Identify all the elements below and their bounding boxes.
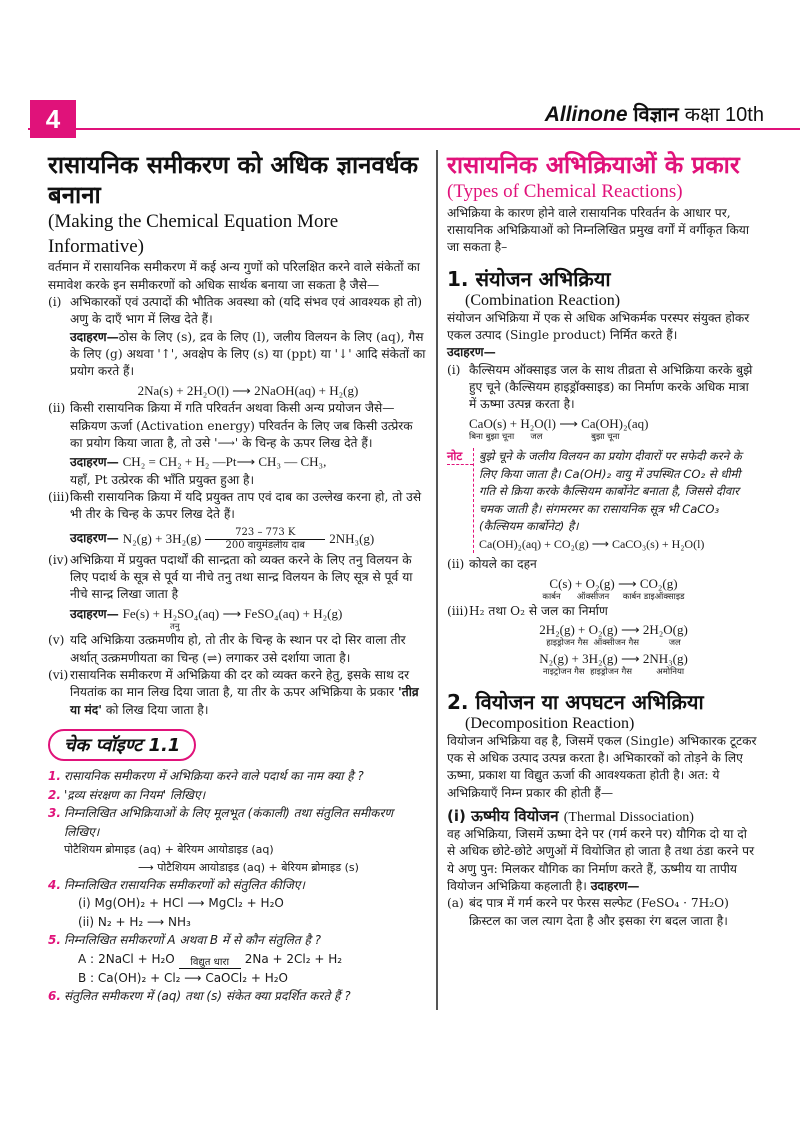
equation-coal: C(s) + O₂(g) ⟶ CO₂(g) bbox=[549, 575, 678, 591]
equation-water: 2H₂(g) + O₂(g) ⟶ 2H₂O(g) bbox=[539, 621, 688, 637]
question-5-b: B : Ca(OH)₂ + Cl₂ ⟶ CaOCl₂ + H₂O bbox=[78, 970, 288, 985]
brand-logo: Allinone bbox=[544, 103, 628, 126]
question-2: 2. 'द्रव्य संरक्षण का नियम' लिखिए। bbox=[48, 787, 206, 802]
point-iii: (iii) किसी रासायनिक क्रिया में यदि प्रयुक्त ताप एवं दाब का उल्लेख करना हो, तो उसे भी तीर के चिन्ह के ऊपर लिख देते हैं। उदाहरण— N₂(g) + 3H₂(g) 723 – 773 K 200 वायुमंडलीय दाब 2NH₃(g) bbox=[48, 489, 426, 552]
right-column: रासायनिक अभिक्रियाओं के प्रकार (Types of Chemical Reactions) अभिक्रिया के कारण होने वाले रासायनिक परिवर्तन के आधार पर, रासायनिक अभिक्रियाओं को निम्नलिखित प्रमुख वर्गों में वर्गीकृत किया जा सकता है– 1. संयोजन अभिक्रिया (Combination Reaction) संयोजन अभिक्रिया में एक से अधिक अभिकर्मक परस्पर संयुक्त होकर एकल उत्पाद (Single product) निर्मित करते हैं। उदाहरण— (i) कैल्सियम ऑक्साइड जल के साथ तीव्रता से अभिक्रिया करके बुझे हुए चूने (कैल्सियम हाइड्रॉक्साइड) का निर्माण करके अधिक मात्रा में ऊष्मा उत्पन्न करता है। CaO(s) + H₂O(l) ⟶ Ca(OH)₂(aq) बिना बुझा चूना जल बुझा चूना नोट बुझे चूने के जलीय विलयन का प्रयोग दीवारों पर सफेदी करने के लिए किया जाता है। Ca(OH)₂ वायु में उपस्थित CO₂ से धीमी गति से क्रिया करके कैल्सियम कार्बोनेट बनाता है, जिससे दीवार चमक जाती है। संगमरमर का रासायनिक सूत्र भी CaCO₃ (कैल्सियम कार्बोनेट) है। Ca(OH)₂(aq) + CO₂(g) ⟶ CaCO₃(s) + H₂O(l) (ii) कोयले का दहन C(s) + O₂(g) ⟶ CO₂(g) कार्बन ऑक्सीजन कार्बन डाइऑक्साइड (iii) H₂ तथा O₂ से जल का निर्माण 2H₂(g) + O₂(g) ⟶ 2H₂O(g) हाइड्रोजन गैस ऑक्सीजन गैस जल N₂(g) + 3H₂(g) ⟶ 2NH₃(g) नाइट्रोजन गैस हाइड्रोजन गैस अमोनिया 2. वियोजन या अपघटन अभिक्रिया (Decomposition Reaction) वियोजन अभिक्रिया वह है, जिसमें एकल (Single) अभिकारक टूटकर एक से अधिक उत्पाद उत्पन्न करता है। अभिकारकों को तोड़ने के लिए ऊष्मा, प्रकाश या विद्युत ऊर्जा की आवश्यकता होती है। अत: ये अभिक्रियाएँ निम्न प्रकार की होती हैं— (i) ऊष्मीय वियोजन (Thermal Dissociation) वह अभिक्रिया, जिसमें ऊष्मा देने पर (गर्म करने पर) यौगिक दो या दो से अधिक छोटे-छोटे अणुओं में वियोजित हो जाता है तथा ठंडा करने पर ये अणु पुन: मिलकर यौगिक का निर्माण करते हैं, ऊष्मीय या तापीय वियोजन अभिक्रिया कहलाती है। उदाहरण— (a) बंद पात्र में गर्म करने पर फेरस सल्फेट (FeSO₄ · 7H₂O) क्रिस्टल का जल त्याग देता है और इसका रंग बदल जाता है। bbox=[447, 150, 758, 930]
point-iv-text: अभिक्रिया में प्रयुक्त पदार्थों की सान्द्रता को व्यक्त करने के लिए तनु विलयन के लिए पदार्थ के सूत्र से पूर्व या नीचे तनु तथा सान्द्र विलयन के लिए सूत्र से पूर्व या नीचे सान्द्र लिखा जाता है bbox=[70, 552, 413, 602]
example-label: उदाहरण— bbox=[70, 329, 119, 344]
note-tag: नोट bbox=[447, 448, 473, 465]
point-ii-text: किसी रासायनिक क्रिया में गति परिवर्तन अथवा किसी अन्य प्रयोजन जैसे—सक्रियण ऊर्जा (Activation energy) परिवर्तन के लिए जब किसी उत्प्रेरक का प्रयोग किया जाता है, तो उसे '⟶' के चिन्ह के ऊपर लिख देते हैं। bbox=[70, 401, 413, 450]
point-vi: (vi) रासायनिक समीकरण में अभिक्रिया की दर को व्यक्त करने हेतु, इसके साथ दर नियतांक का मान लिख दिया जाता है, या तीर के ऊपर अभिक्रिया के प्रकार 'तीव्र या मंद' को लिख दिया जाता है। bbox=[48, 668, 419, 717]
class-label: कक्षा 10th bbox=[684, 104, 764, 126]
combination-example-iii: (iii) H₂ तथा O₂ से जल का निर्माण 2H₂(g) + O₂(g) ⟶ 2H₂O(g) हाइड्रोजन गैस ऑक्सीजन गैस जल N₂(g) + 3H₂(g) ⟶ 2NH₃(g) नाइट्रोजन गैस हाइड्रोजन गैस अमोनिया bbox=[447, 603, 758, 678]
note-text: बुझे चूने के जलीय विलयन का प्रयोग दीवारों पर सफेदी करने के लिए किया जाता है। Ca(OH)₂ वायु में उपस्थित CO₂ से धीमी गति से क्रिया करके कैल्सियम कार्बोनेट बनाता है, जिससे दीवार चमक जाती है। संगमरमर का रासायनिक सूत्र भी CaCO₃ (कैल्सियम कार्बोनेट) है। bbox=[479, 449, 742, 534]
equation-lime: CaO(s) + H₂O(l) ⟶ Ca(OH)₂(aq) bbox=[469, 415, 649, 431]
thermal-text: वह अभिक्रिया, जिसमें ऊष्मा देने पर (गर्म करने पर) यौगिक दो या दो से अधिक छोटे-छोटे अणुओं में वियोजित हो जाता है तथा ठंडा करने पर ये अणु पुन: मिलकर यौगिक का निर्माण करते हैं, ऊष्मीय या तापीय वियोजन अभिक्रिया कहलाती है। bbox=[447, 826, 755, 893]
header-rule bbox=[28, 128, 800, 130]
left-intro: वर्तमान में रासायनिक समीकरण में कई अन्य गुणों को परिलक्षित करने वाले संकेतों का समावेश करके इन समीकरणों को अधिक सार्थक बनाया जा सकता है जैसे— bbox=[48, 260, 420, 292]
question-6: 6. संतुलित समीकरण में (aq) तथा (s) संकेत क्या प्रदर्शित करते हैं ? bbox=[48, 989, 351, 1004]
checkpoint-questions: 1. रासायनिक समीकरण में अभिक्रिया करने वाले पदार्थ का नाम क्या है ? 2. 'द्रव्य संरक्षण का नियम' लिखिए। 3. निम्नलिखित अभिक्रियाओं के लिए मूलभूत (कंकाली) तथा संतुलित समीकरण लिखिए। पोटैशियम ब्रोमाइड (aq) + बेरियम आयोडाइड (aq) ⟶ पोटैशियम आयोडाइड (aq) + बेरियम ब्रोमाइड (s) 4. निम्नलिखित रासायनिक समीकरणों को संतुलित कीजिए। (i) Mg(OH)₂ + HCl ⟶ MgCl₂ + H₂O (ii) N₂ + H₂ ⟶ NH₃ 5. निम्नलिखित समीकरणों A अथवा B में से कौन संतुलित है ? A : 2NaCl + H₂O विद्युत धारा 2Na + 2Cl₂ + H₂ B : Ca(OH)₂ + Cl₂ ⟶ CaOCl₂ + H₂O 6. संतुलित समीकरण में (aq) तथा (s) संकेत क्या प्रदर्शित करते हैं ? bbox=[48, 767, 426, 1006]
equation-ammonia: N₂(g) + 3H₂(g) ⟶ 2NH₃(g) bbox=[539, 650, 688, 666]
section-2-text: वियोजन अभिक्रिया वह है, जिसमें एकल (Single) अभिकारक टूटकर एक से अधिक उत्पाद उत्पन्न करता है। अभिकारकों को तोड़ने के लिए ऊष्मा, प्रकाश या विद्युत ऊर्जा की आवश्यकता होती है। अत: ये अभिक्रियाएँ निम्न प्रकार की होती हैं— bbox=[447, 733, 757, 800]
note-box bbox=[447, 448, 758, 553]
combination-example-ii: (ii) कोयले का दहन C(s) + O₂(g) ⟶ CO₂(g) कार्बन ऑक्सीजन कार्बन डाइऑक्साइड bbox=[447, 556, 758, 602]
header-brand bbox=[545, 100, 764, 127]
combination-example-i: (i) कैल्सियम ऑक्साइड जल के साथ तीव्रता से अभिक्रिया करके बुझे हुए चूने (कैल्सियम हाइड्रॉक्साइड) का निर्माण करके अधिक मात्रा में ऊष्मा उत्पन्न करता है। CaO(s) + H₂O(l) ⟶ Ca(OH)₂(aq) बिना बुझा चूना जल बुझा चूना bbox=[447, 362, 758, 443]
equation-sodium: 2Na(s) + 2H₂O(l) ⟶ 2NaOH(aq) + H₂(g) bbox=[137, 382, 359, 398]
thermal-example-a: (a) बंद पात्र में गर्म करने पर फेरस सल्फेट (FeSO₄ · 7H₂O) क्रिस्टल का जल त्याग देता है और इसका रंग बदल जाता है। bbox=[447, 896, 729, 928]
section-1-english: (Combination Reaction) bbox=[465, 291, 621, 309]
point-i: (i) अभिकारकों एवं उत्पादों की भौतिक अवस्था को (यदि संभव एवं आवश्यक हो तो) अणु के दाएँ भाग में लिख देते हैं। उदाहरण—ठोस के लिए (s), द्रव के लिए (l), जलीय विलयन के लिए (aq), गैस के लिए (g) अथवा '↑', अवक्षेप के लिए (s) या (ppt) या '↓' आदि संकेतों का प्रयोग करते हैं। 2Na(s) + 2H₂O(l) ⟶ 2NaOH(aq) + H₂(g) bbox=[48, 294, 426, 400]
section-2-english: (Decomposition Reaction) bbox=[465, 714, 635, 732]
point-v: (v) यदि अभिक्रिया उत्क्रमणीय हो, तो तीर के चिन्ह के स्थान पर दो सिर वाला तीर अर्थात् उत्क्रमणीयता का चिन्ह (⇌) लगाकर उसे दर्शाया जाता है। bbox=[48, 632, 426, 667]
question-5: 5. निम्नलिखित समीकरणों A अथवा B में से कौन संतुलित है ? bbox=[48, 933, 322, 948]
right-title-english: (Types of Chemical Reactions) bbox=[447, 181, 683, 202]
right-title-hindi: रासायनिक अभिक्रियाओं के प्रकार bbox=[447, 151, 740, 179]
right-intro: अभिक्रिया के कारण होने वाले रासायनिक परिवर्तन के आधार पर, रासायनिक अभिक्रियाओं को निम्नलिखित प्रमुख वर्गों में वर्गीकृत किया जा सकता है– bbox=[447, 205, 750, 255]
point-i-example: ठोस के लिए (s), द्रव के लिए (l), जलीय विलयन के लिए (aq), गैस के लिए (g) अथवा '↑', अवक्षेप के लिए (s) या (ppt) या '↓' आदि संकेतों का प्रयोग करते हैं। bbox=[70, 329, 426, 379]
section-2-title: 2. वियोजन या अपघटन अभिक्रिया bbox=[447, 689, 704, 714]
question-3: 3. निम्नलिखित अभिक्रियाओं के लिए मूलभूत (कंकाली) तथा संतुलित समीकरण लिखिए। bbox=[48, 806, 394, 839]
subsection-english: (Thermal Dissociation) bbox=[563, 809, 694, 825]
equation-limestone: Ca(OH)₂(aq) + CO₂(g) ⟶ CaCO₃(s) + H₂O(l) bbox=[479, 537, 705, 552]
section-1-text: संयोजन अभिक्रिया में एक से अधिक अभिकर्मक परस्पर संयुक्त होकर एकल उत्पाद (Single product) निर्मित करते हैं। bbox=[447, 310, 750, 342]
subject-label: विज्ञान bbox=[633, 104, 679, 126]
point-v-text: यदि अभिक्रिया उत्क्रमणीय हो, तो तीर के चिन्ह के स्थान पर दो सिर वाला तीर अर्थात् उत्क्रमणीयता का चिन्ह (⇌) लगाकर उसे दर्शाया जाता है। bbox=[70, 633, 406, 665]
question-5-a: A : 2NaCl + H₂O विद्युत धारा 2Na + 2Cl₂ + H₂ bbox=[78, 951, 343, 968]
point-i-text: अभिकारकों एवं उत्पादों की भौतिक अवस्था को (यदि संभव एवं आवश्यक हो तो) अणु के दाएँ भाग में लिख देते हैं। bbox=[70, 295, 422, 327]
question-1: 1. रासायनिक समीकरण में अभिक्रिया करने वाले पदार्थ का नाम क्या है ? bbox=[48, 769, 364, 784]
left-title-english: (Making the Chemical Equation More Informative) bbox=[48, 211, 339, 257]
point-iii-text: किसी रासायनिक क्रिया में यदि प्रयुक्त ताप एवं दाब का उल्लेख करना हो, तो उसे भी तीर के चिन्ह के ऊपर लिख देते हैं। bbox=[70, 489, 422, 522]
checkpoint-title: चेक प्वॉइण्ट 1.1 bbox=[48, 729, 196, 761]
equation-ethene: CH₂ = CH₂ + H₂ —Pt⟶ CH₃ — CH₃, bbox=[122, 454, 327, 470]
section-1-title: 1. संयोजन अभिक्रिया bbox=[447, 266, 611, 291]
conditions-arrow: 723 – 773 K 200 वायुमंडलीय दाब bbox=[205, 527, 325, 552]
point-ii: (ii) किसी रासायनिक क्रिया में गति परिवर्तन अथवा किसी अन्य प्रयोजन जैसे—सक्रियण ऊर्जा (Activation energy) परिवर्तन के लिए जब किसी उत्प्रेरक का प्रयोग किया जाता है, तो उसे '⟶' के चिन्ह के ऊपर लिख देते हैं। उदाहरण— CH₂ = CH₂ + H₂ —Pt⟶ CH₃ — CH₃, यहाँ, Pt उत्प्रेरक की भाँति प्रयुक्त हुआ है। bbox=[48, 400, 426, 489]
left-title-hindi: रासायनिक समीकरण को अधिक ज्ञानवर्धक बनाना bbox=[48, 151, 419, 209]
point-ii-note: यहाँ, Pt उत्प्रेरक की भाँति प्रयुक्त हुआ है। bbox=[70, 472, 255, 487]
page-number: 4 bbox=[30, 100, 76, 138]
subsection-title: (i) ऊष्मीय वियोजन bbox=[447, 806, 559, 825]
point-iv: (iv) अभिक्रिया में प्रयुक्त पदार्थों की सान्द्रता को व्यक्त करने के लिए तनु विलयन के लिए पदार्थ के सूत्र से पूर्व या नीचे तनु तथा सान्द्र विलयन के लिए सूत्र से पूर्व या नीचे सान्द्र लिखा जाता है उदाहरण— Fe(s) + H₂SO₄(aq) ⟶ FeSO₄(aq) + H₂(g) तनु bbox=[48, 552, 426, 633]
column-divider bbox=[436, 150, 438, 1010]
question-4: 4. निम्नलिखित रासायनिक समीकरणों को संतुलित कीजिए। bbox=[48, 877, 305, 892]
left-column bbox=[48, 150, 426, 1006]
equation-iron: Fe(s) + H₂SO₄(aq) ⟶ FeSO₄(aq) + H₂(g) bbox=[122, 605, 343, 621]
